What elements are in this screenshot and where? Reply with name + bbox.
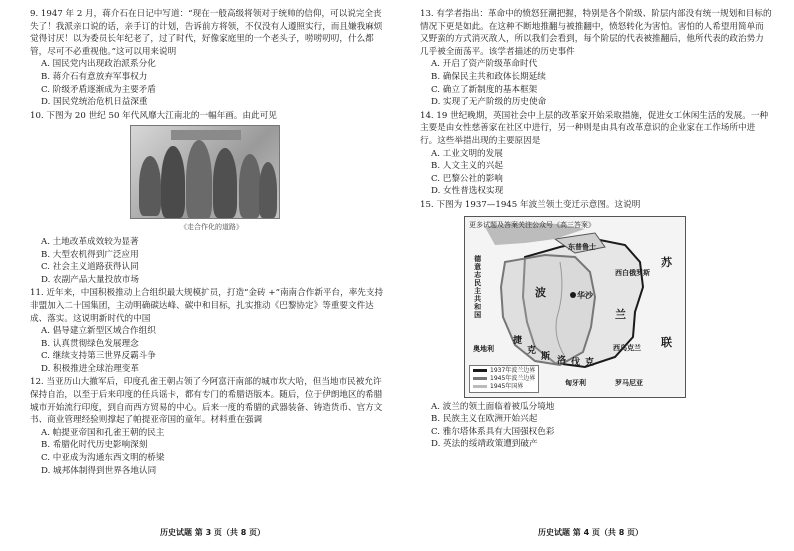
question-11 <box>30 287 390 375</box>
poster-caption: 《走合作化的道路》 <box>180 223 243 232</box>
label-czech-3: 斯 <box>541 351 551 362</box>
question-13 <box>420 8 772 109</box>
option-a[interactable]: A. 国民党内出现政治派系分化 <box>41 59 156 70</box>
option-c[interactable]: C. 继续支持第三世界反霸斗争 <box>41 351 156 362</box>
option-a[interactable]: A. 土地改革成效较为显著 <box>41 236 139 247</box>
question-14 <box>420 110 772 198</box>
option-b[interactable]: B. 民族主义在欧洲开始兴起 <box>431 414 538 425</box>
question-stem: 10. 下图为 20 世纪 50 年代风靡大江南北的一幅年画。由此可见 <box>30 110 277 121</box>
option-b[interactable]: B. 大型农机得到广泛应用 <box>41 249 139 260</box>
option-c[interactable]: C. 巴黎公社的影响 <box>431 173 503 184</box>
label-czech-2: 克 <box>527 345 537 356</box>
question-stem: 12. 当亚历山大撤军后，印度孔雀王朝占领了今阿富汗南部的城市坎大哈，但当地市民被允许保持自治，以至于后来印度的任兵谣卡，都有专门的希腊语版本。随后，位于伊朗地区的希腊城市开始流行印度，到自而西方贸易的中心。后来一度的希腊的武器装备、铸造货币、官方文书、商业管理经验则撑起了帕提亚帝国的童年。材料重在强调 <box>30 377 383 426</box>
label-poland-1: 波 <box>535 285 546 299</box>
label-slovakia-3: 克 <box>585 357 595 368</box>
label-austria: 奥地利 <box>473 344 494 353</box>
option-c[interactable]: C. 确立了新制度的基本框架 <box>431 84 538 95</box>
option-b[interactable]: B. 人文主义的兴起 <box>431 161 503 172</box>
legend-1945: 1945年波兰边界 <box>490 374 536 382</box>
label-soviet-1: 苏 <box>661 255 672 269</box>
map-legend <box>469 365 539 393</box>
label-czech-1: 捷 <box>513 335 523 346</box>
left-column <box>30 8 390 478</box>
option-d[interactable]: D. 实现了无产阶级的历史使命 <box>431 97 547 108</box>
map-header-note: 更多试题及答案关注公众号《高三答案》 <box>469 220 595 229</box>
question-stem: 13. 有学者指出：革命中的愤怒狂潮把握，特别是各个阶级、阶层内部没有统一规划和目标的情况下更是如此。在这种不断地推翻与被推翻中，愤怒转化为害怕。害怕的人希望用简单而又野蛮的方式消灭敌人，所以我们会看到，每个阶层的代表被推翻后，他所代表的政治势力几乎被全面荡平。该学者描述的历史事件 <box>420 9 772 57</box>
new-year-poster-image <box>130 125 280 219</box>
option-c[interactable]: C. 社会主义道路获得认同 <box>41 262 139 273</box>
label-romania: 罗马尼亚 <box>615 378 643 387</box>
option-a[interactable]: A. 开启了资产阶级革命时代 <box>431 59 538 70</box>
question-9 <box>30 8 390 109</box>
option-b[interactable]: B. 确保民主共和政体长期延续 <box>431 71 546 82</box>
warsaw-marker <box>570 292 576 298</box>
question-stem: 15. 下图为 1937—1945 年波兰领土变迁示意图。这说明 <box>420 199 641 210</box>
label-germany: 德意志民主共和国 <box>473 254 482 319</box>
option-d[interactable]: D. 英法的绥靖政策遭到破产 <box>431 439 538 450</box>
option-d[interactable]: D. 女性普选权实现 <box>431 186 504 197</box>
label-slovakia-1: 洛 <box>557 355 567 366</box>
option-d[interactable]: D. 城邦体制得到世界各地认同 <box>41 465 157 476</box>
option-c[interactable]: C. 阶级矛盾逐渐成为主要矛盾 <box>41 84 156 95</box>
label-east-prussia: 东普鲁士 <box>568 242 596 251</box>
label-warsaw: 华沙 <box>577 290 593 300</box>
legend-national-border: 1945年国界 <box>490 382 524 390</box>
page-footer-left: 历史试题 第 3 页（共 8 页） <box>160 528 266 537</box>
page-footer-right: 历史试题 第 4 页（共 8 页） <box>538 528 644 537</box>
border-1945 <box>501 255 595 365</box>
option-a[interactable]: A. 帕提亚帝国和孔雀王朝的民主 <box>41 427 165 438</box>
option-a[interactable]: A. 波兰的领土面临着被瓜分境地 <box>431 401 555 412</box>
question-12 <box>30 376 390 477</box>
option-d[interactable]: D. 农副产品大量投放市场 <box>41 274 139 285</box>
option-b[interactable]: B. 希腊化时代历史影响深刻 <box>41 440 148 451</box>
question-stem: 9. 1947 年 2 月，蒋介石在日记中写道：“现在一般高级将领对于统帅的信仰，可以说完全丧失了！我派亲口说的话，亲手订的计划，告诉前方将领，不仅没有人遵照实行，而且嫌我麻烦觉得讨厌！以为委员长年纪老了，过了时代，好像家庭里的一个老头子，唠唠叨叨，什么都管，尽可不必重视他。”这可以用来说明 <box>30 9 383 57</box>
option-a[interactable]: A. 倡导建立新型区域合作组织 <box>41 326 156 337</box>
label-west-belarus: 西白俄罗斯 <box>615 268 650 277</box>
option-b[interactable]: B. 蒋介石有意放弃军事权力 <box>41 71 148 82</box>
question-stem: 11. 近年来，中国积极推动上合组织最大规模扩员，打造“金砖 +”南南合作新平台，率先支持非盟加入二十国集团，主动明确碳达峰、碳中和目标，扎实推动《巴黎协定》等重要文件达成、落实。这说明新时代的中国 <box>30 288 384 324</box>
right-column <box>420 8 772 452</box>
label-slovakia-2: 伐 <box>571 357 581 368</box>
question-15 <box>420 199 772 451</box>
question-10 <box>30 110 390 287</box>
label-hungary: 匈牙利 <box>565 378 586 387</box>
poland-border-map <box>464 216 686 398</box>
label-soviet-2: 联 <box>661 335 672 349</box>
label-west-ukraine: 西乌克兰 <box>613 343 641 352</box>
option-c[interactable]: C. 雅尔塔体系具有大国强权色彩 <box>431 426 555 437</box>
question-stem: 14. 19 世纪晚期，英国社会中上层的改革家开始采取措施，促进女工休闲生活的发展。一种主要是由女性慈善家在社区中进行，另一种则是由具有改革意识的企业家在工作场所中进行。这些举措出现的主要原因是 <box>420 110 769 146</box>
option-a[interactable]: A. 工业文明的发展 <box>431 148 503 159</box>
option-d[interactable]: D. 积极推进全球治理变革 <box>41 363 139 374</box>
option-c[interactable]: C. 中亚成为沟通东西文明的桥梁 <box>41 453 165 464</box>
legend-1937: 1937年波兰边界 <box>490 366 536 374</box>
option-b[interactable]: B. 认真贯彻绿色发展理念 <box>41 338 139 349</box>
option-d[interactable]: D. 国民党统治危机日益深重 <box>41 97 148 108</box>
label-poland-2: 兰 <box>615 307 626 321</box>
